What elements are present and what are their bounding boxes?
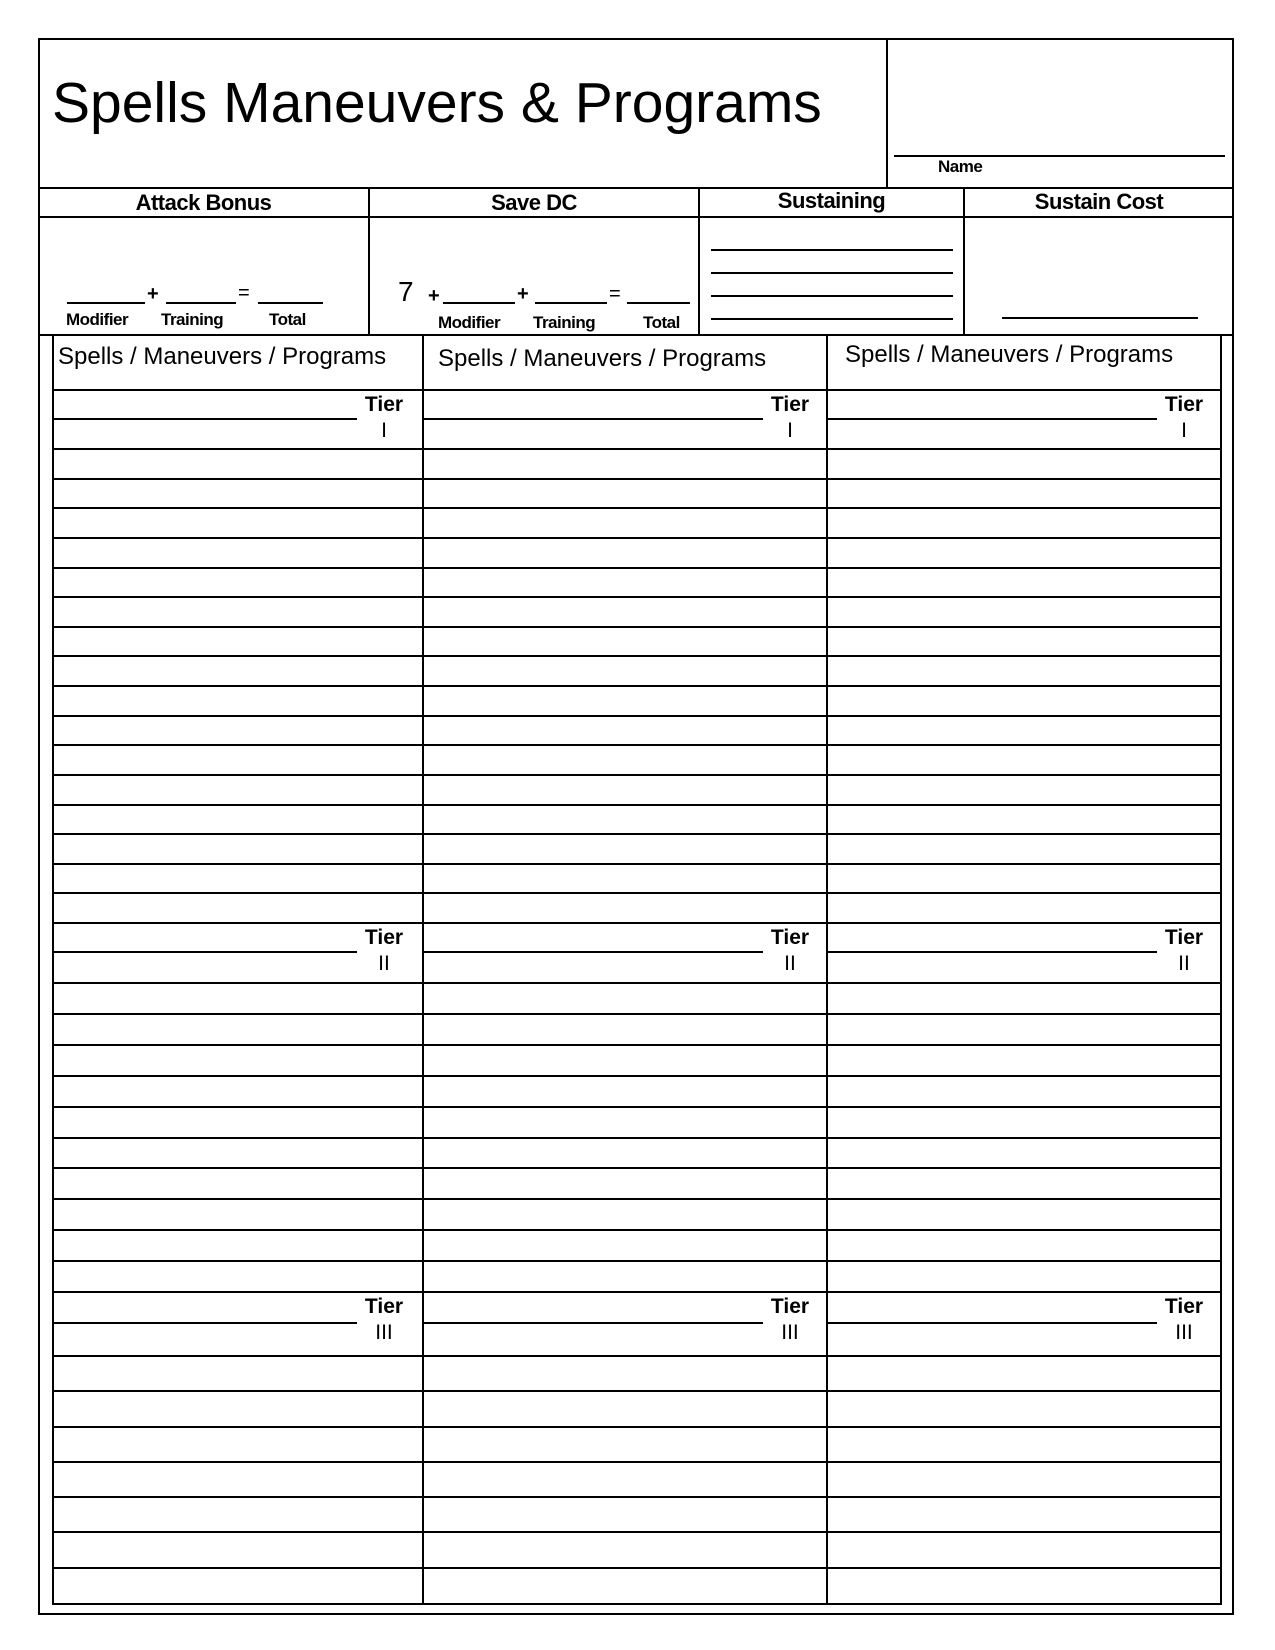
page-title: Spells Maneuvers & Programs (52, 71, 822, 135)
plus-sign: + (517, 283, 529, 305)
spell-entry-field[interactable] (425, 569, 825, 596)
spell-entry-field[interactable] (829, 450, 1220, 477)
modifier-label: Modifier (438, 313, 501, 332)
tier-name-field[interactable] (53, 418, 357, 420)
attack-bonus-header: Attack Bonus (135, 190, 272, 215)
spell-entry-field[interactable] (54, 450, 421, 477)
training-label: Training (161, 310, 224, 329)
tier-label: Tier (770, 393, 810, 416)
spell-entry-field[interactable] (829, 835, 1220, 862)
tier-numeral: II (784, 952, 796, 975)
spell-entry-field[interactable] (54, 628, 421, 655)
spell-entry-field[interactable] (829, 717, 1220, 744)
sustaining-field[interactable] (711, 272, 953, 274)
spell-entry-field[interactable] (829, 984, 1220, 1012)
spell-entry-field[interactable] (829, 687, 1220, 714)
tier-numeral: II (378, 952, 390, 975)
sustaining-field[interactable] (711, 318, 953, 320)
spell-entry-field[interactable] (829, 1569, 1220, 1601)
modifier-label: Modifier (66, 310, 129, 329)
spell-entry-field[interactable] (425, 865, 825, 892)
spell-entry-field[interactable] (54, 1569, 421, 1601)
tier-label: Tier (1164, 393, 1204, 416)
spell-entry-field[interactable] (829, 1015, 1220, 1043)
spell-entry-field[interactable] (54, 894, 421, 921)
spell-entry-field[interactable] (425, 984, 825, 1012)
spell-entry-field[interactable] (425, 450, 825, 477)
column-header: Spells / Maneuvers / Programs (438, 345, 767, 372)
tier-name-field[interactable] (424, 1322, 763, 1324)
spell-entry-field[interactable] (54, 1533, 421, 1565)
spell-entry-field[interactable] (54, 657, 421, 684)
attack-modifier-field[interactable] (67, 302, 145, 304)
spell-entry-field[interactable] (54, 687, 421, 714)
tier-numeral: III (781, 1321, 799, 1344)
attack-training-field[interactable] (166, 302, 236, 304)
attack-total-field[interactable] (258, 302, 323, 304)
column-header: Spells / Maneuvers / Programs (58, 343, 387, 370)
spell-entry-field[interactable] (829, 1463, 1220, 1495)
name-label: Name (938, 157, 983, 176)
tier-label: Tier (364, 393, 404, 416)
spell-entry-field[interactable] (54, 984, 421, 1012)
spell-entry-field[interactable] (829, 1392, 1220, 1424)
sustain-cost-field[interactable] (1002, 317, 1198, 319)
spell-entry-field[interactable] (829, 1498, 1220, 1530)
spell-entry-field[interactable] (829, 539, 1220, 566)
spell-entry-field[interactable] (829, 1139, 1220, 1167)
spell-entry-field[interactable] (829, 1262, 1220, 1290)
spell-entry-field[interactable] (425, 687, 825, 714)
tier-label: Tier (770, 1295, 810, 1318)
save-dc-base: 7 (398, 276, 414, 307)
tier-numeral: III (1175, 1321, 1193, 1344)
spell-entry-field[interactable] (425, 1533, 825, 1565)
tier-name-field[interactable] (828, 951, 1157, 953)
spell-entry-field[interactable] (829, 746, 1220, 773)
spell-entry-field[interactable] (425, 1463, 825, 1495)
plus-sign: + (428, 285, 440, 307)
spell-entry-field[interactable] (829, 1231, 1220, 1259)
spell-entry-field[interactable] (425, 1108, 825, 1136)
tier-numeral: III (375, 1321, 393, 1344)
spell-entry-field[interactable] (425, 1569, 825, 1601)
equals-sign: = (609, 283, 621, 305)
spell-entry-field[interactable] (829, 1533, 1220, 1565)
spell-entry-field[interactable] (54, 776, 421, 803)
spell-entry-field[interactable] (54, 1498, 421, 1530)
spell-entry-field[interactable] (425, 1262, 825, 1290)
spell-entry-field[interactable] (54, 1428, 421, 1460)
spell-entry-field[interactable] (54, 1231, 421, 1259)
spell-entry-field[interactable] (425, 1357, 825, 1389)
spell-entry-field[interactable] (54, 865, 421, 892)
spell-entry-field[interactable] (829, 1169, 1220, 1197)
spell-entry-field[interactable] (829, 865, 1220, 892)
tier-label: Tier (364, 926, 404, 949)
spell-entry-field[interactable] (829, 1077, 1220, 1105)
spell-entry-field[interactable] (54, 1392, 421, 1424)
tier-numeral: I (381, 419, 387, 442)
sustaining-field[interactable] (711, 249, 953, 251)
spell-entry-field[interactable] (54, 1046, 421, 1074)
spell-entry-field[interactable] (425, 1200, 825, 1228)
plus-sign: + (147, 283, 159, 305)
divider (52, 389, 1222, 391)
spell-entry-field[interactable] (425, 1231, 825, 1259)
spell-entry-field[interactable] (425, 657, 825, 684)
training-label: Training (533, 313, 596, 332)
spell-entry-field[interactable] (54, 1200, 421, 1228)
spell-entry-field[interactable] (425, 480, 825, 507)
spell-entry-field[interactable] (54, 1169, 421, 1197)
spell-entry-field[interactable] (829, 598, 1220, 625)
spell-entry-field[interactable] (425, 776, 825, 803)
spell-entry-field[interactable] (829, 1357, 1220, 1389)
spell-entry-field[interactable] (425, 894, 825, 921)
total-label: Total (269, 310, 306, 329)
spell-entry-field[interactable] (829, 894, 1220, 921)
tier-name-field[interactable] (53, 1322, 357, 1324)
spell-entry-field[interactable] (425, 1046, 825, 1074)
spell-entry-field[interactable] (829, 628, 1220, 655)
save-dc-header: Save DC (491, 190, 577, 215)
spell-entry-field[interactable] (54, 806, 421, 833)
column-divider (826, 335, 828, 1605)
tier-numeral: II (1178, 952, 1190, 975)
spell-entry-field[interactable] (829, 480, 1220, 507)
spell-entry-field[interactable] (54, 1015, 421, 1043)
spell-entry-field[interactable] (425, 746, 825, 773)
spell-entry-field[interactable] (829, 806, 1220, 833)
sustaining-header: Sustaining (777, 188, 886, 213)
spell-entry-field[interactable] (425, 1428, 825, 1460)
spell-entry-field[interactable] (425, 598, 825, 625)
spell-entry-field[interactable] (425, 1169, 825, 1197)
total-label: Total (643, 313, 680, 332)
tier-numeral: I (1181, 419, 1187, 442)
save-training-field[interactable] (535, 302, 607, 304)
spell-entry-field[interactable] (54, 1077, 421, 1105)
tier-label: Tier (1164, 926, 1204, 949)
spell-entry-field[interactable] (54, 1463, 421, 1495)
column-header: Spells / Maneuvers / Programs (845, 341, 1174, 368)
spell-entry-field[interactable] (425, 835, 825, 862)
divider (886, 38, 888, 189)
spell-entry-field[interactable] (425, 1498, 825, 1530)
sustaining-field[interactable] (711, 295, 953, 297)
tier-name-field[interactable] (828, 1322, 1157, 1324)
spell-entry-field[interactable] (54, 569, 421, 596)
spell-entry-field[interactable] (54, 746, 421, 773)
spell-entry-field[interactable] (829, 1046, 1220, 1074)
spell-entry-field[interactable] (829, 1428, 1220, 1460)
spell-entry-field[interactable] (54, 1262, 421, 1290)
spell-entry-field[interactable] (54, 1108, 421, 1136)
tier-numeral: I (787, 419, 793, 442)
tier-name-field[interactable] (424, 418, 763, 420)
spell-entry-field[interactable] (54, 480, 421, 507)
tier-name-field[interactable] (53, 951, 357, 953)
spell-entry-field[interactable] (425, 539, 825, 566)
spell-entry-field[interactable] (829, 1200, 1220, 1228)
spell-entry-field[interactable] (54, 835, 421, 862)
spell-entry-field[interactable] (425, 1392, 825, 1424)
equals-sign: = (238, 282, 250, 304)
tier-label: Tier (364, 1295, 404, 1318)
spell-entry-field[interactable] (425, 1015, 825, 1043)
spell-entry-field[interactable] (54, 598, 421, 625)
spell-entry-field[interactable] (829, 1108, 1220, 1136)
tier-name-field[interactable] (828, 418, 1157, 420)
spell-entry-field[interactable] (54, 717, 421, 744)
spell-entry-field[interactable] (829, 657, 1220, 684)
spell-entry-field[interactable] (54, 509, 421, 536)
spell-entry-field[interactable] (54, 1139, 421, 1167)
row-line (52, 1291, 1222, 1293)
spell-entry-field[interactable] (425, 806, 825, 833)
tier-label: Tier (770, 926, 810, 949)
spell-entry-field[interactable] (425, 628, 825, 655)
spell-entry-field[interactable] (425, 717, 825, 744)
spell-entry-field[interactable] (829, 509, 1220, 536)
column-divider (422, 335, 424, 1605)
tier-name-field[interactable] (424, 951, 763, 953)
row-line (52, 922, 1222, 924)
spell-entry-field[interactable] (54, 1357, 421, 1389)
spell-entry-field[interactable] (829, 776, 1220, 803)
tier-label: Tier (1164, 1295, 1204, 1318)
spell-entry-field[interactable] (54, 539, 421, 566)
save-total-field[interactable] (627, 302, 690, 304)
spell-entry-field[interactable] (425, 509, 825, 536)
spell-entry-field[interactable] (425, 1077, 825, 1105)
save-modifier-field[interactable] (443, 302, 515, 304)
spell-entry-field[interactable] (829, 569, 1220, 596)
spell-entry-field[interactable] (425, 1139, 825, 1167)
sustain-cost-header: Sustain Cost (1034, 189, 1164, 214)
